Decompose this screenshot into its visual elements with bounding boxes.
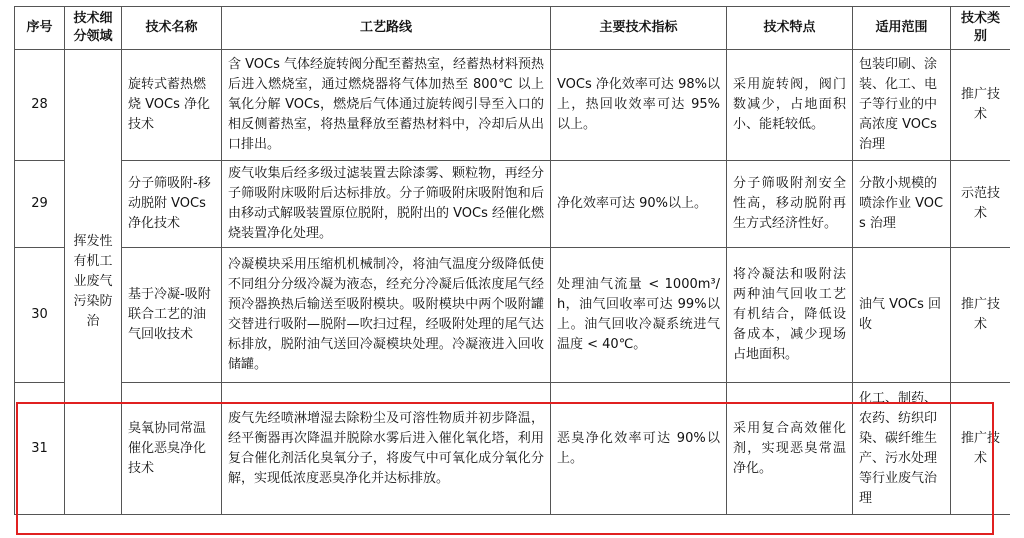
row-seq: 29 bbox=[15, 161, 65, 248]
row-scope: 分散小规模的喷涂作业 VOCs 治理 bbox=[853, 161, 951, 248]
row-route: 含 VOCs 气体经旋转阀分配至蓄热室，经蓄热材料预热后进入燃烧室，通过燃烧器将气体加热至 800℃ 以上氧化分解 VOCs，燃烧后气体通过旋转阀引导至入口的相反侧蓄热室，将热量释放至蓄热材料中，冷却后从出口排出。 bbox=[222, 50, 551, 161]
row-type: 推广技术 bbox=[951, 50, 1011, 161]
row-type: 示范技术 bbox=[951, 161, 1011, 248]
row-indicators: 恶臭净化效率可达 90%以上。 bbox=[551, 383, 727, 515]
table-row bbox=[15, 248, 1011, 383]
row-scope: 包装印刷、涂装、化工、电子等行业的中高浓度 VOCs 治理 bbox=[853, 50, 951, 161]
row-type: 推广技术 bbox=[951, 248, 1011, 383]
header-name: 技术名称 bbox=[122, 7, 222, 50]
header-features: 技术特点 bbox=[727, 7, 853, 50]
row-features: 采用复合高效催化剂，实现恶臭常温净化。 bbox=[727, 383, 853, 515]
row-indicators: 净化效率可达 90%以上。 bbox=[551, 161, 727, 248]
technology-table bbox=[14, 6, 1010, 515]
row-indicators: 处理油气流量 < 1000m³/h，油气回收率可达 99%以上。油气回收冷凝系统进气温度 < 40℃。 bbox=[551, 248, 727, 383]
header-seq: 序号 bbox=[15, 7, 65, 50]
header-route: 工艺路线 bbox=[222, 7, 551, 50]
row-scope: 化工、制药、农药、纺织印染、碳纤维生产、污水处理等行业废气治理 bbox=[853, 383, 951, 515]
row-route: 废气先经喷淋增湿去除粉尘及可溶性物质并初步降温，经平衡器再次降温并脱除水雾后进入催化氧化塔，利用复合催化剂活化臭氧分子，将废气中可氧化成分氧化分解，实现低浓度恶臭净化并达标排放。 bbox=[222, 383, 551, 515]
header-field: 技术细分领域 bbox=[65, 7, 122, 50]
table-row-highlighted bbox=[15, 383, 1011, 515]
row-indicators: VOCs 净化效率可达 98%以上，热回收效率可达 95%以上。 bbox=[551, 50, 727, 161]
row-name: 分子筛吸附-移动脱附 VOCs 净化技术 bbox=[122, 161, 222, 248]
header-row bbox=[15, 7, 1011, 50]
row-features: 分子筛吸附剂安全性高，移动脱附再生方式经济性好。 bbox=[727, 161, 853, 248]
row-type: 推广技术 bbox=[951, 383, 1011, 515]
row-name: 臭氧协同常温催化恶臭净化技术 bbox=[122, 383, 222, 515]
row-seq: 31 bbox=[15, 383, 65, 515]
row-name: 基于冷凝-吸附联合工艺的油气回收技术 bbox=[122, 248, 222, 383]
row-route: 冷凝模块采用压缩机机械制冷，将油气温度分级降低使不同组分分级冷凝为液态，经充分冷凝后低浓度尾气经预冷器换热后输送至吸附模块。吸附模块中两个吸附罐交替进行吸附—脱附—吹扫过程，经吸附处理的尾气达标排放，脱附油气送回冷凝模块处理。冷凝液进入回收储罐。 bbox=[222, 248, 551, 383]
header-scope: 适用范围 bbox=[853, 7, 951, 50]
header-type: 技术类别 bbox=[951, 7, 1011, 50]
row-route: 废气收集后经多级过滤装置去除漆雾、颗粒物，再经分子筛吸附床吸附后达标排放。分子筛吸附床吸附饱和后由移动式解吸装置原位脱附，脱附出的 VOCs 经催化燃烧装置净化处理。 bbox=[222, 161, 551, 248]
row-seq: 28 bbox=[15, 50, 65, 161]
row-name: 旋转式蓄热燃烧 VOCs 净化技术 bbox=[122, 50, 222, 161]
row-scope: 油气 VOCs 回收 bbox=[853, 248, 951, 383]
table-row bbox=[15, 161, 1011, 248]
category-cell: 挥发性有机工业废气污染防治 bbox=[65, 50, 122, 515]
row-features: 将冷凝法和吸附法两种油气回收工艺有机结合，降低设备成本，减少现场占地面积。 bbox=[727, 248, 853, 383]
document-page bbox=[14, 6, 1010, 538]
header-indicators: 主要技术指标 bbox=[551, 7, 727, 50]
row-features: 采用旋转阀，阀门数减少，占地面积小、能耗较低。 bbox=[727, 50, 853, 161]
table-row bbox=[15, 50, 1011, 161]
row-seq: 30 bbox=[15, 248, 65, 383]
